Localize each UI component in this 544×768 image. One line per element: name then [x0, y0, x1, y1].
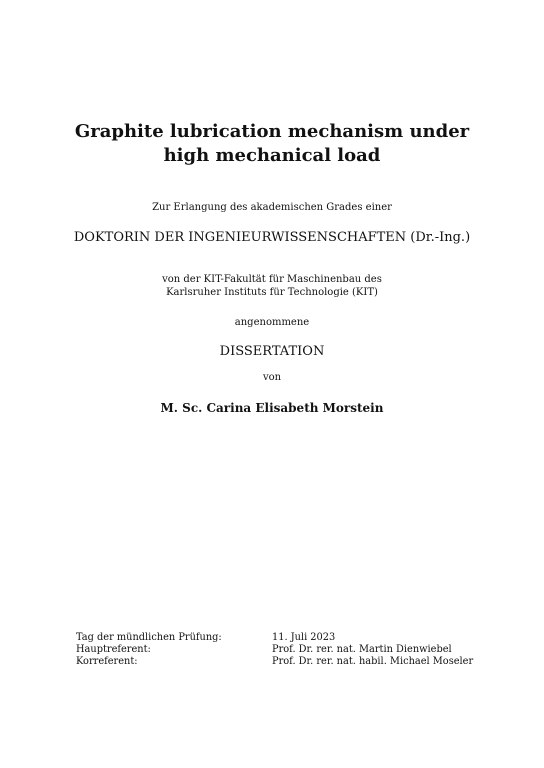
accepted-label: angenommene [234, 317, 310, 328]
examination-date-label: Tag der mündlichen Prüfung: [76, 632, 222, 643]
examination-date-row [76, 632, 496, 644]
co-referee-label: Korreferent: [76, 656, 138, 667]
co-referee-row [76, 656, 496, 668]
faculty-line-1: von der KIT-Fakultät für Maschinenbau des [162, 274, 382, 285]
faculty-line-2: Karlsruher Instituts für Technologie (KIT) [166, 287, 378, 298]
examination-date-value: 11. Juli 2023 [272, 632, 336, 643]
examination-details [76, 632, 496, 668]
co-referee-value: Prof. Dr. rer. nat. habil. Michael Moseler [272, 656, 474, 667]
main-referee-label: Hauptreferent: [76, 644, 151, 655]
title-line-2: high mechanical load [163, 145, 381, 166]
main-referee-value: Prof. Dr. rer. nat. Martin Dienwiebel [272, 644, 452, 655]
title-line-1: Graphite lubrication mechanism under [74, 121, 470, 142]
degree-intro: Zur Erlangung des akademischen Grades einer [152, 202, 392, 213]
document-title [0, 120, 544, 168]
author-preposition: von [262, 372, 282, 383]
document-type: DISSERTATION [219, 344, 325, 359]
degree-title: DOKTORIN DER INGENIEURWISSENSCHAFTEN (Dr.-Ing.) [73, 230, 471, 245]
author-name: M. Sc. Carina Elisabeth Morstein [160, 401, 384, 415]
main-referee-row [76, 644, 496, 656]
